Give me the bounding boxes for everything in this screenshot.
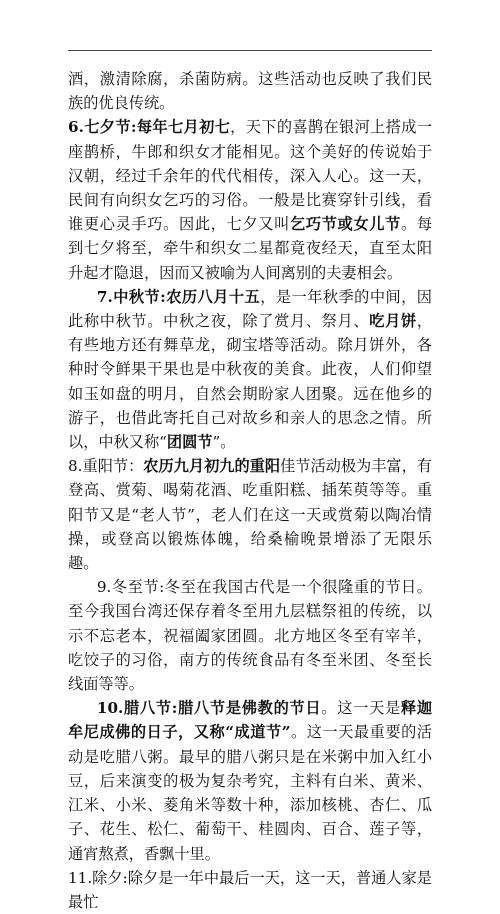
text-run: 8.重阳节： bbox=[68, 457, 144, 476]
bold-text-run: 7.中秋节:农历八月十五 bbox=[96, 287, 261, 306]
text-run: ，有些地方还有舞草龙，砌宝塔等活动。除月饼外，各种时令鲜果干果也是中秋夜的美食。此夜，人们仰望如玉如盘的明月，自然会期盼家人团聚。远在他乡的游子，也借此寄托自己对故乡和亲人的思念之情。所以，中秋又称“ bbox=[68, 312, 433, 452]
paragraph-laba bbox=[68, 696, 432, 865]
text-run: 酒，激清除腐，杀菌防病。这些活动也反映了我们民族的优良传统。 bbox=[68, 70, 432, 113]
header-rule bbox=[68, 50, 432, 51]
text-run: 佳节活动极为丰富，有登高、赏菊、喝菊花酒、吃重阳糕、插茱萸等等。重阳节又是“老人节”，老人们在这一天或赏菊以陶冶情操，或登高以锻炼体魄，给桑榆晚景增添了无限乐趣。 bbox=[68, 457, 432, 573]
text-run: 。这一天最重要的活动是吃腊八粥。最早的腊八粥只是在米粥中加入红小豆，后来演变的极为复杂考究，主料有白米、黄米、江米、小米、菱角米等数十种，添加核桃、杏仁、瓜子、花生、松仁、葡萄干、桂圆肉、百合、莲子等，通宵熬煮，香飘十里。 bbox=[68, 723, 432, 863]
bold-text-run: 吃月饼 bbox=[369, 312, 417, 331]
paragraph-origin-tail bbox=[68, 67, 432, 115]
paragraph-mid-autumn bbox=[68, 285, 432, 454]
paragraph-qixi bbox=[68, 115, 432, 284]
text-run: 9.冬至节:冬至在我国古代是一个很隆重的节日。至今我国台湾还保存着冬至用九层糕祭祖的传统，以示不忘老本，祝福阖家团圆。北方地区冬至有宰羊，吃饺子的习俗，南方的传统食品有冬至米团、冬至长线面等等。 bbox=[68, 578, 432, 694]
text-run: 11.除夕:除夕是一年中最后一天，这一天，普通人家是最忙 bbox=[68, 868, 432, 911]
text-run: 。每到七夕将至，牵牛和织女二星都竟夜经天，直至太阳升起才隐退，因而又被喻为人间离别的夫妻相会。 bbox=[68, 215, 433, 282]
text-run: ”。 bbox=[212, 433, 236, 452]
bold-text-run: 农历九月初九的重阳 bbox=[143, 457, 281, 476]
text-run: 。这一天是 bbox=[321, 699, 401, 718]
bold-text-run: 6.七夕节:每年七月初七 bbox=[68, 118, 231, 137]
paragraph-double-ninth bbox=[68, 454, 432, 575]
paragraph-new-years-eve bbox=[68, 866, 432, 914]
document-body bbox=[68, 67, 432, 914]
bold-text-run: 团圆节 bbox=[166, 433, 213, 452]
paragraph-winter-solstice bbox=[68, 575, 432, 696]
text-run: ，是一年秋季的中间，因此称中秋节。中秋之夜，除了赏月、祭月、 bbox=[68, 287, 432, 331]
text-run: ，天下的喜鹊在银河上搭成一座鹊桥，牛郎和织女才能相见。这个美好的传说始于汉朝，经过千余年的代代相传，深入人心。这一天，民间有向织女乞巧的习俗。一般是比赛穿针引线，看谁更心灵手巧。因此，七夕又叫 bbox=[68, 118, 432, 234]
bold-text-run: 10.腊八节:腊八节是佛教的节日 bbox=[96, 699, 322, 718]
bold-text-run: 释迦牟尼成佛的日子，又称“成道节” bbox=[68, 699, 433, 742]
bold-text-run: 乞巧节或女儿节 bbox=[289, 215, 401, 234]
